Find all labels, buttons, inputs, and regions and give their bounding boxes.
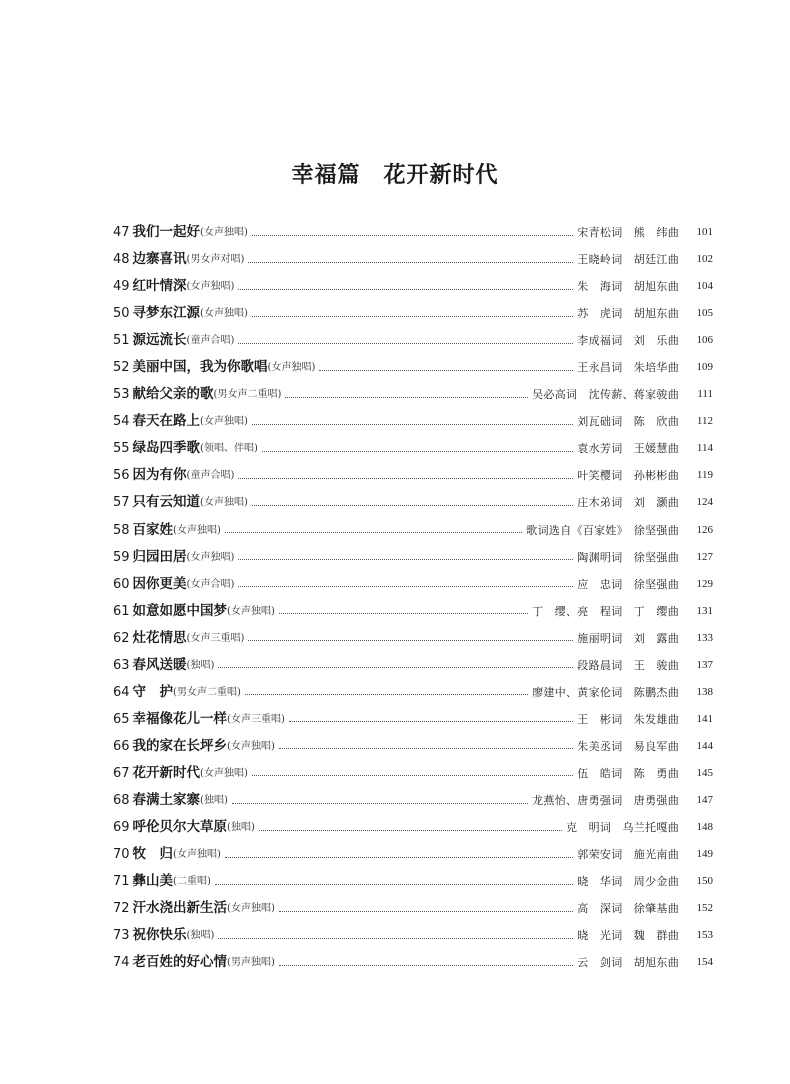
- toc-entry[interactable]: [113, 300, 713, 327]
- entry-performance-note: (女声三重唱): [186, 632, 245, 644]
- entry-performance-note: (童声合唱): [186, 470, 235, 482]
- entry-number: 52: [113, 360, 130, 376]
- entry-credits: 龙燕怡、唐勇强词 唐勇强曲: [532, 793, 679, 807]
- entry-page-number: 148: [696, 821, 713, 834]
- dot-leader: [238, 585, 573, 587]
- entry-number: 48: [113, 252, 130, 268]
- dot-leader: [238, 558, 573, 560]
- toc-entry[interactable]: [113, 895, 713, 922]
- entry-credits: 克 明词 乌兰托嘎曲: [566, 821, 679, 835]
- toc-entry[interactable]: [113, 273, 713, 300]
- entry-page-number: 111: [697, 388, 713, 401]
- dot-leader: [262, 450, 573, 452]
- entry-title: 寻梦东江源: [132, 305, 201, 322]
- toc-entry[interactable]: [113, 571, 713, 598]
- section-title: 幸福篇 花开新时代: [291, 162, 499, 188]
- entry-number: 49: [113, 279, 130, 295]
- entry-number: 65: [113, 711, 130, 727]
- entry-page-number: 127: [696, 550, 713, 563]
- dot-leader: [279, 612, 528, 614]
- entry-number: 51: [113, 333, 130, 349]
- toc-entry[interactable]: [113, 517, 713, 544]
- entry-page-number: 126: [696, 523, 713, 536]
- toc-entry[interactable]: [113, 598, 713, 625]
- entry-number: 58: [113, 522, 130, 538]
- entry-number: 71: [113, 874, 130, 890]
- toc-entry[interactable]: [113, 652, 713, 679]
- entry-page-number: 150: [696, 875, 713, 888]
- entry-credits: 袁水芳词 王媛慧曲: [577, 442, 679, 456]
- entry-number: 60: [113, 576, 130, 592]
- entry-title: 我的家在长坪乡: [132, 737, 228, 754]
- entry-page-number: 105: [696, 307, 713, 320]
- dot-leader: [248, 639, 573, 641]
- dot-leader: [252, 774, 573, 776]
- entry-title: 百家姓: [132, 521, 174, 538]
- entry-title: 春天在路上: [132, 413, 201, 430]
- entry-performance-note: (女声独唱): [186, 551, 235, 563]
- toc-entry[interactable]: [113, 922, 713, 949]
- entry-number: 57: [113, 495, 130, 511]
- entry-credits: 吴必高词 沈传薪、蒋家骏曲: [532, 388, 679, 402]
- entry-credits: 段路晨词 王 骏曲: [577, 658, 679, 672]
- dot-leader: [285, 396, 528, 398]
- entry-number: 72: [113, 901, 130, 917]
- entry-credits: 王永昌词 朱培华曲: [577, 361, 679, 375]
- entry-title: 边寨喜讯: [132, 251, 187, 268]
- entry-number: 50: [113, 306, 130, 322]
- entry-page-number: 147: [696, 793, 713, 806]
- entry-title: 呼伦贝尔大草原: [132, 819, 228, 836]
- dot-leader: [225, 856, 573, 858]
- toc-entry[interactable]: [113, 327, 713, 354]
- entry-title: 牧 归: [132, 846, 174, 863]
- dot-leader: [252, 504, 573, 506]
- entry-number: 68: [113, 792, 130, 808]
- entry-credits: 晓 光词 魏 群曲: [577, 929, 679, 943]
- entry-number: 54: [113, 414, 130, 430]
- dot-leader: [252, 234, 573, 236]
- entry-page-number: 129: [696, 577, 713, 590]
- toc-entry[interactable]: [113, 544, 713, 571]
- entry-performance-note: (领唱、伴唱): [200, 443, 258, 455]
- entry-credits: 苏 虎词 胡旭东曲: [577, 307, 679, 321]
- dot-leader: [215, 883, 573, 885]
- entry-performance-note: (独唱): [200, 794, 228, 806]
- entry-page-number: 104: [696, 280, 713, 293]
- entry-credits: 郭荣安词 施光南曲: [577, 848, 679, 862]
- entry-page-number: 144: [696, 739, 713, 752]
- entry-page-number: 141: [696, 712, 713, 725]
- entry-credits: 丁 缨、亮 程词 丁 缨曲: [532, 604, 679, 618]
- dot-leader: [245, 693, 528, 695]
- entry-performance-note: (女声独唱): [186, 281, 235, 293]
- entry-performance-note: (男女声对唱): [186, 254, 245, 266]
- entry-performance-note: (女声三重唱): [227, 713, 285, 725]
- entry-page-number: 124: [696, 496, 713, 509]
- entry-number: 64: [113, 684, 130, 700]
- entry-page-number: 114: [696, 442, 713, 455]
- entry-number: 61: [113, 603, 130, 619]
- entry-credits: 陶渊明词 徐坚强曲: [577, 550, 679, 564]
- entry-title: 归园田居: [132, 548, 187, 565]
- toc-entry[interactable]: [113, 949, 713, 976]
- entry-page-number: 119: [696, 469, 713, 482]
- entry-title: 献给父亲的歌: [132, 386, 214, 403]
- entry-title: 幸福像花儿一样: [132, 710, 228, 727]
- entry-number: 53: [113, 387, 130, 403]
- entry-performance-note: (女声独唱): [173, 524, 221, 536]
- dot-leader: [252, 315, 573, 317]
- toc-entry[interactable]: [113, 841, 713, 868]
- entry-performance-note: (女声独唱): [200, 497, 248, 509]
- entry-performance-note: (女声独唱): [200, 767, 248, 779]
- entry-performance-note: (二重唱): [173, 876, 211, 888]
- entry-number: 69: [113, 820, 130, 836]
- dot-leader: [279, 747, 573, 749]
- toc-entry[interactable]: [113, 733, 713, 760]
- entry-credits: 朱美丞词 易良军曲: [577, 739, 679, 753]
- entry-credits: 叶笑樱词 孙彬彬曲: [577, 469, 679, 483]
- entry-title: 汗水浇出新生活: [132, 900, 228, 917]
- entry-credits: 李成福词 刘 乐曲: [577, 334, 679, 348]
- entry-page-number: 153: [696, 929, 713, 942]
- entry-credits: 王晓岭词 胡廷江曲: [577, 253, 679, 267]
- entry-title: 彝山美: [132, 873, 174, 890]
- entry-performance-note: (女声独唱): [173, 849, 221, 861]
- toc-entry[interactable]: [113, 814, 713, 841]
- entry-page-number: 112: [696, 415, 713, 428]
- entry-performance-note: (女声独唱): [227, 605, 275, 617]
- entry-title: 因你更美: [132, 575, 187, 592]
- toc-entry[interactable]: [113, 489, 713, 516]
- dot-leader: [238, 477, 573, 479]
- entry-number: 55: [113, 441, 130, 457]
- entry-title: 春风送暖: [132, 656, 187, 673]
- entry-credits: 刘瓦础词 陈 欣曲: [577, 415, 679, 429]
- entry-credits: 廖建中、黄家伦词 陈鹏杰曲: [532, 685, 679, 699]
- entry-performance-note: (女声独唱): [227, 740, 275, 752]
- entry-credits: 歌词选自《百家姓》 徐坚强曲: [526, 523, 679, 537]
- dot-leader: [279, 964, 573, 966]
- entry-performance-note: (女声合唱): [186, 578, 235, 590]
- toc-entry[interactable]: [113, 706, 713, 733]
- entry-number: 47: [113, 225, 130, 240]
- entry-number: 59: [113, 549, 130, 565]
- entry-page-number: 101: [696, 226, 713, 238]
- entry-performance-note: (独唱): [186, 659, 215, 671]
- entry-credits: 伍 皓词 陈 勇曲: [577, 766, 679, 780]
- entry-credits: 施丽明词 刘 露曲: [577, 631, 679, 645]
- entry-title: 守 护: [132, 683, 174, 700]
- toc-entry[interactable]: [113, 354, 713, 381]
- toc-entry[interactable]: [113, 760, 713, 787]
- entry-page-number: 149: [696, 848, 713, 861]
- dot-leader: [238, 288, 573, 290]
- entry-title: 因为有你: [132, 467, 187, 484]
- toc-entry[interactable]: [113, 679, 713, 706]
- entry-title: 绿岛四季歌: [132, 440, 201, 457]
- entry-credits: 朱 海词 胡旭东曲: [577, 280, 679, 294]
- entry-credits: 应 忠词 徐坚强曲: [577, 577, 679, 591]
- toc-entry[interactable]: [113, 408, 713, 435]
- entry-page-number: 145: [696, 766, 713, 779]
- toc-entry[interactable]: [113, 435, 713, 462]
- entry-performance-note: (独唱): [227, 822, 255, 834]
- entry-performance-note: (女声独唱): [200, 227, 248, 238]
- entry-number: 63: [113, 657, 130, 673]
- dot-leader: [218, 666, 573, 668]
- entry-performance-note: (独唱): [186, 930, 215, 942]
- entry-credits: 云 剑词 胡旭东曲: [577, 956, 679, 970]
- entry-performance-note: (男声独唱): [227, 957, 275, 969]
- toc-list: [113, 219, 713, 976]
- entry-performance-note: (童声合唱): [186, 335, 235, 347]
- entry-credits: 庄木弟词 刘 灏曲: [577, 496, 679, 510]
- entry-page-number: 137: [696, 658, 713, 671]
- entry-credits: 晓 华词 周少金曲: [577, 875, 679, 889]
- entry-page-number: 106: [696, 334, 713, 347]
- entry-performance-note: (女声独唱): [227, 903, 275, 915]
- entry-page-number: 109: [696, 361, 713, 374]
- dot-leader: [259, 829, 562, 831]
- dot-leader: [232, 802, 528, 804]
- entry-title: 祝你快乐: [132, 927, 187, 944]
- dot-leader: [238, 342, 573, 344]
- entry-title: 花开新时代: [132, 764, 201, 781]
- entry-number: 74: [113, 955, 130, 971]
- entry-page-number: 154: [696, 956, 713, 969]
- entry-title: 如意如愿中国梦: [132, 602, 228, 619]
- entry-number: 56: [113, 468, 130, 484]
- entry-number: 62: [113, 630, 130, 646]
- entry-number: 70: [113, 847, 130, 863]
- dot-leader: [252, 423, 573, 425]
- entry-credits: 高 深词 徐肇基曲: [577, 902, 679, 916]
- toc-entry[interactable]: [113, 462, 713, 489]
- entry-page-number: 152: [696, 902, 713, 915]
- entry-title: 春满土家寨: [132, 791, 201, 808]
- entry-title: 灶花情思: [132, 629, 187, 646]
- toc-entry[interactable]: [113, 868, 713, 895]
- entry-credits: 王 彬词 朱发雄曲: [577, 712, 679, 726]
- entry-page-number: 102: [696, 253, 713, 266]
- entry-page-number: 133: [696, 631, 713, 644]
- entry-title: 老百姓的好心情: [132, 954, 228, 971]
- entry-performance-note: (女声独唱): [200, 308, 248, 320]
- entry-title: 红叶情深: [132, 278, 187, 295]
- dot-leader: [225, 531, 522, 533]
- toc-entry[interactable]: [113, 625, 713, 652]
- dot-leader: [289, 720, 573, 722]
- entry-number: 67: [113, 765, 130, 781]
- dot-leader: [279, 910, 573, 912]
- entry-performance-note: (女声独唱): [200, 416, 248, 428]
- dot-leader: [218, 937, 573, 939]
- entry-title: 源远流长: [132, 332, 187, 349]
- entry-number: 73: [113, 928, 130, 944]
- entry-page-number: 138: [696, 685, 713, 698]
- entry-page-number: 131: [696, 604, 713, 617]
- dot-leader: [319, 369, 573, 371]
- toc-entry[interactable]: [113, 787, 713, 814]
- entry-performance-note: (男女声二重唱): [213, 389, 282, 401]
- dot-leader: [248, 261, 573, 263]
- entry-title: 美丽中国，我为你歌唱: [132, 359, 268, 376]
- toc-entry[interactable]: [113, 246, 713, 273]
- entry-performance-note: (女声独唱): [267, 362, 316, 374]
- toc-entry[interactable]: [113, 219, 713, 246]
- toc-entry[interactable]: [113, 381, 713, 408]
- entry-title: 我们一起好: [132, 224, 201, 240]
- entry-performance-note: (男女声二重唱): [173, 686, 241, 698]
- entry-credits: 宋青松词 熊 纬曲: [577, 226, 679, 239]
- entry-number: 66: [113, 738, 130, 754]
- entry-title: 只有云知道: [132, 494, 201, 511]
